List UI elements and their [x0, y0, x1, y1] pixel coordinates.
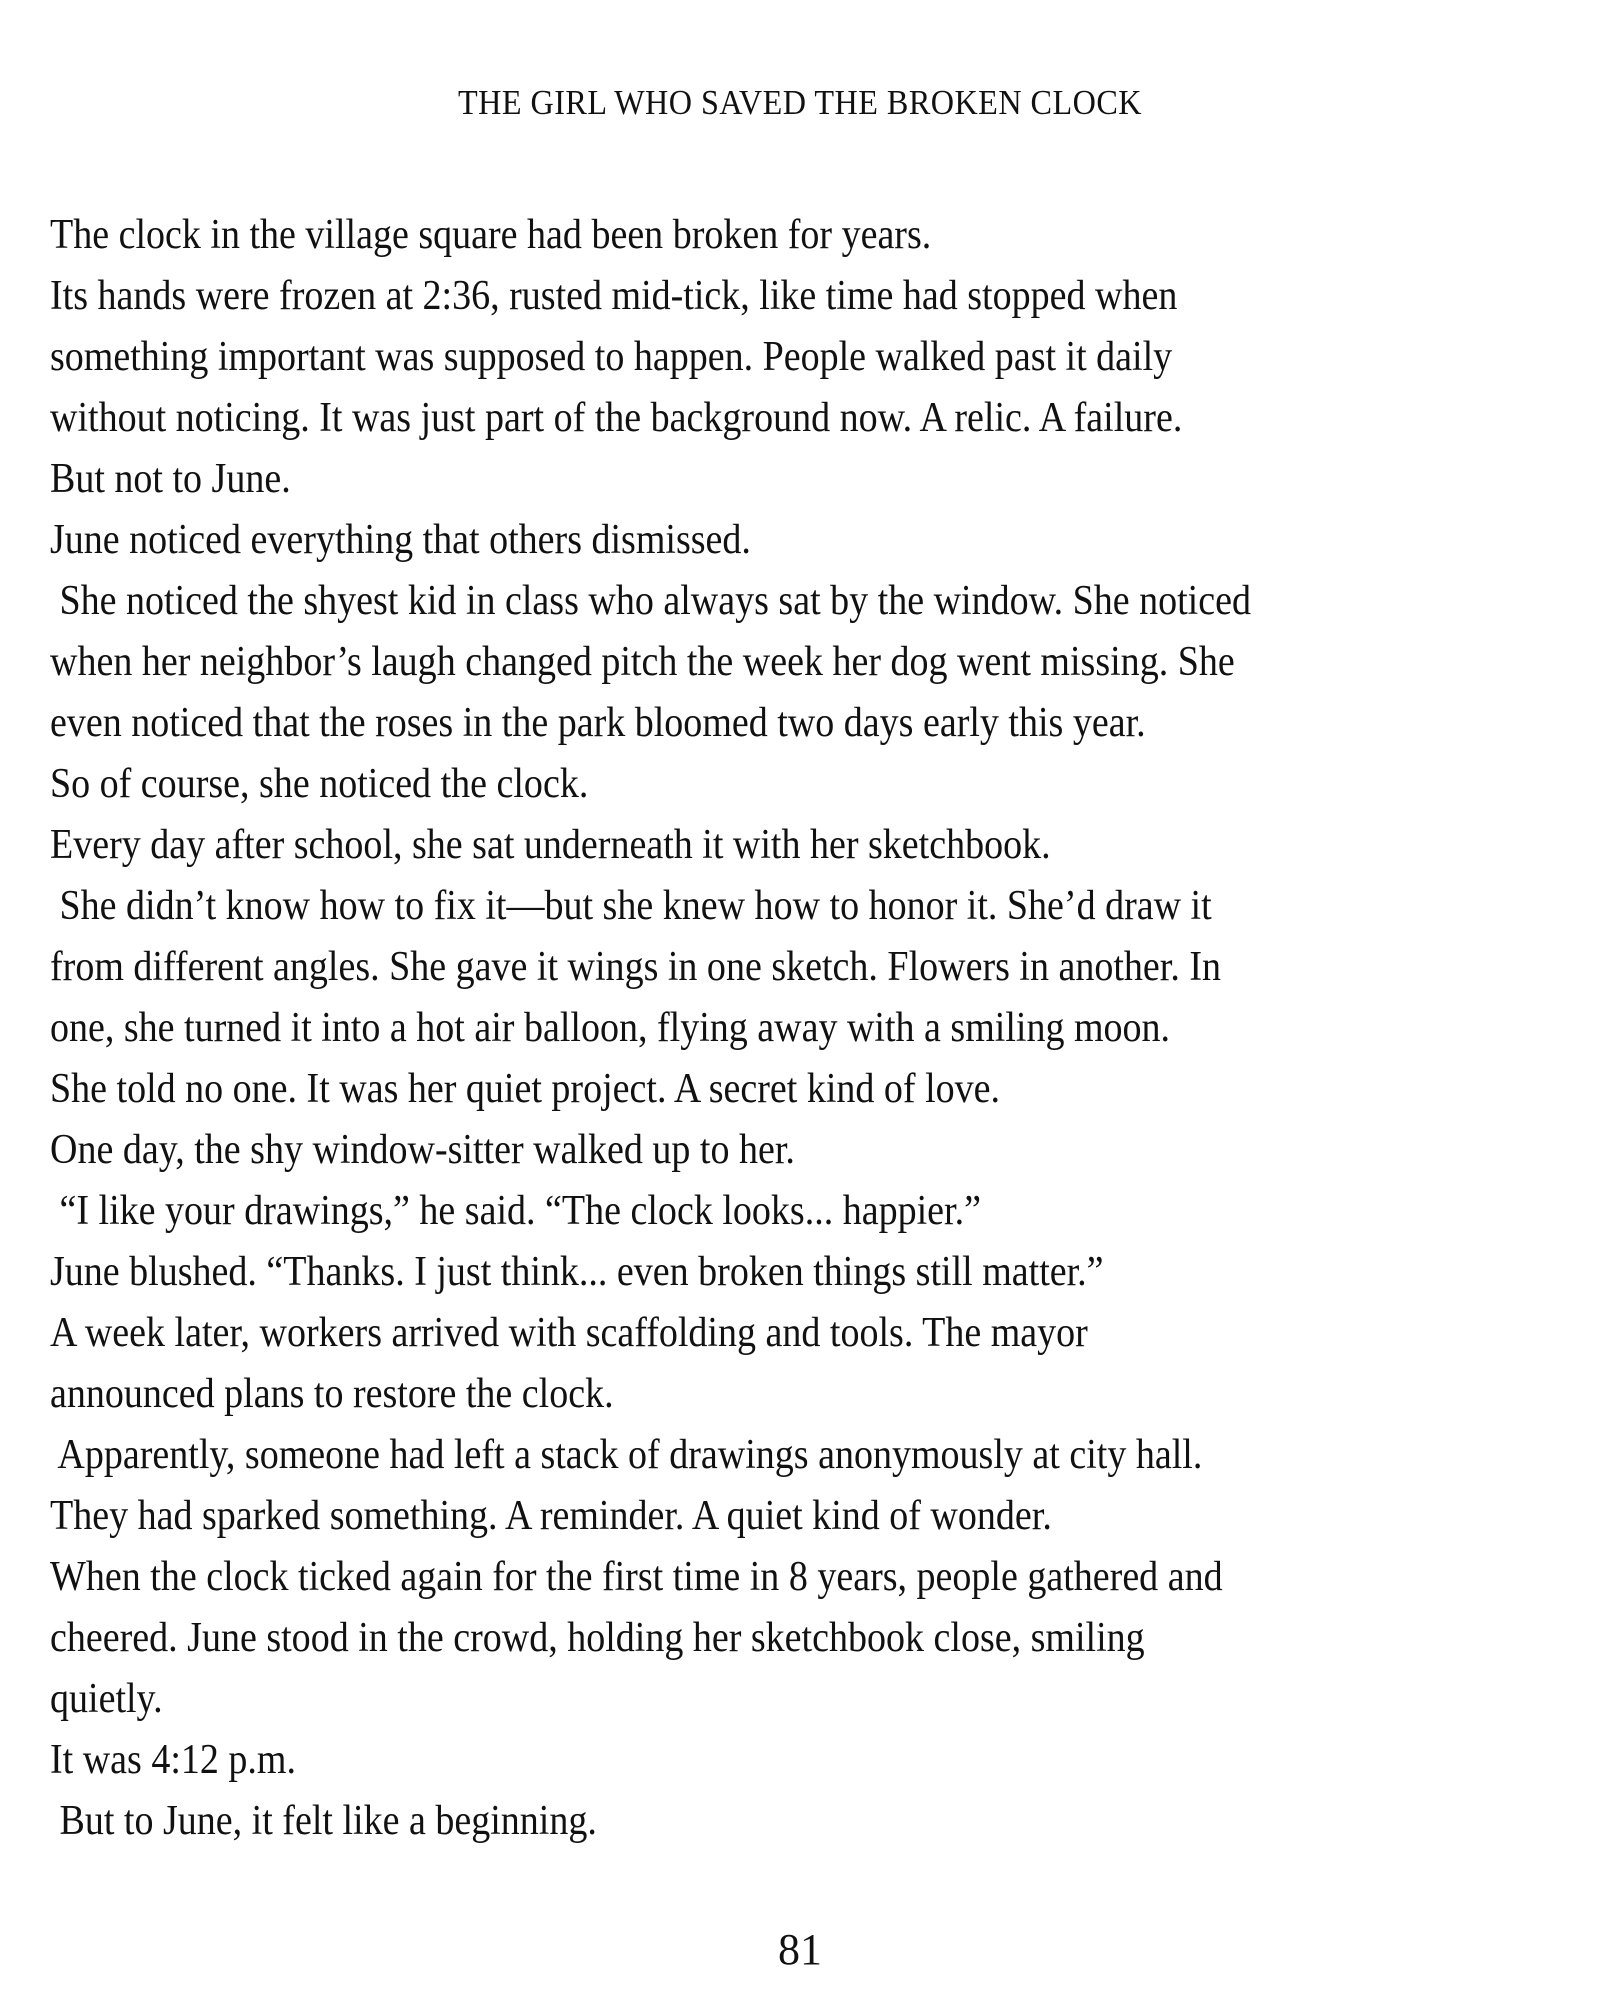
story-line: announced plans to restore the clock.	[50, 1371, 614, 1417]
story-line: quietly.	[50, 1676, 163, 1722]
story-line: She told no one. It was her quiet project. A secret kind of love.	[50, 1066, 1001, 1112]
story-line: when her neighbor’s laugh changed pitch the week her dog went missing. She	[50, 639, 1235, 685]
story-line: So of course, she noticed the clock.	[50, 761, 589, 807]
story-line: cheered. June stood in the crowd, holding her sketchbook close, smiling	[50, 1615, 1145, 1661]
story-line: When the clock ticked again for the first time in 8 years, people gathered and	[50, 1554, 1223, 1600]
story-line: One day, the shy window-sitter walked up to her.	[50, 1127, 795, 1173]
story-line: one, she turned it into a hot air balloon, flying away with a smiling moon.	[50, 1005, 1171, 1051]
story-line: A week later, workers arrived with scaffolding and tools. The mayor	[50, 1310, 1088, 1356]
story-line: June noticed everything that others dismissed.	[50, 517, 751, 563]
story-line: June blushed. “Thanks. I just think... even broken things still matter.”	[50, 1249, 1104, 1295]
page-header-title: THE GIRL WHO SAVED THE BROKEN CLOCK	[458, 83, 1142, 122]
story-body	[50, 205, 1570, 1852]
story-line: Every day after school, she sat underneath it with her sketchbook.	[50, 822, 1051, 868]
story-line: But to June, it felt like a beginning.	[50, 1798, 597, 1844]
story-line: It was 4:12 p.m.	[50, 1737, 296, 1783]
story-line: without noticing. It was just part of the background now. A relic. A failure.	[50, 395, 1183, 441]
story-line: Its hands were frozen at 2:36, rusted mid-tick, like time had stopped when	[50, 273, 1178, 319]
story-line: The clock in the village square had been broken for years.	[50, 212, 932, 258]
page-number: 81	[778, 1925, 822, 1974]
story-line: “I like your drawings,” he said. “The clock looks... happier.”	[50, 1188, 981, 1234]
story-line: something important was supposed to happen. People walked past it daily	[50, 334, 1173, 380]
story-line: even noticed that the roses in the park bloomed two days early this year.	[50, 700, 1146, 746]
story-line: But not to June.	[50, 456, 291, 502]
story-line: She didn’t know how to fix it—but she knew how to honor it. She’d draw it	[50, 883, 1212, 929]
story-line: from different angles. She gave it wings in one sketch. Flowers in another. In	[50, 944, 1222, 990]
story-line: They had sparked something. A reminder. A quiet kind of wonder.	[50, 1493, 1052, 1539]
story-line: Apparently, someone had left a stack of drawings anonymously at city hall.	[50, 1432, 1203, 1478]
story-line: She noticed the shyest kid in class who always sat by the window. She noticed	[50, 578, 1251, 624]
